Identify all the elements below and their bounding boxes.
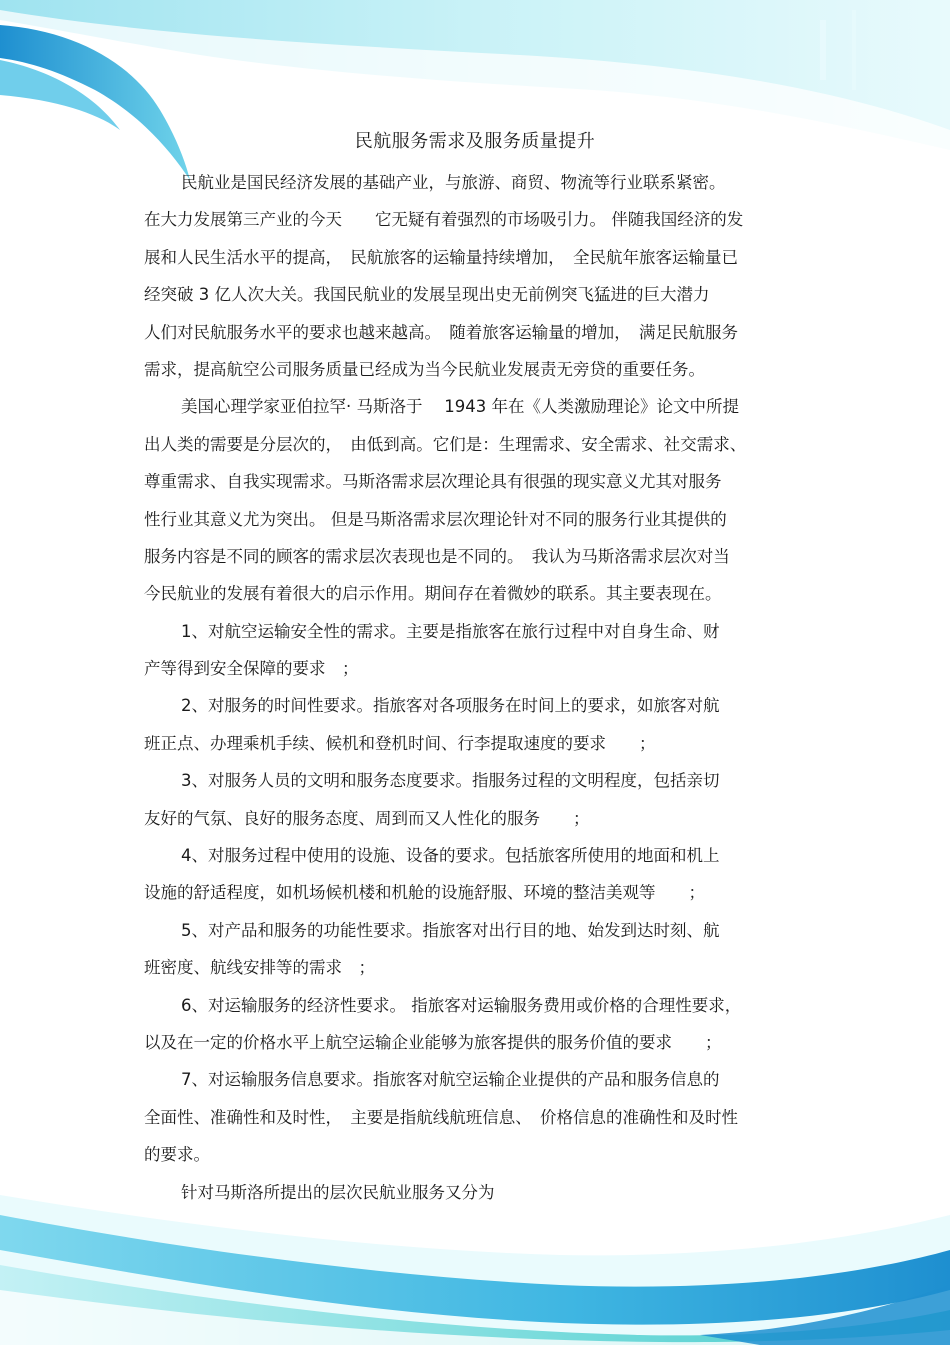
text-line: 5、对产品和服务的功能性要求。指旅客对出行目的地、始发到达时刻、航 [181, 920, 720, 940]
text-line: 班正点、办理乘机手续、候机和登机时间、行李提取速度的要求 ； [144, 733, 656, 753]
text-line: 人们对民航服务水平的要求也越来越高。 随着旅客运输量的增加， 满足民航服务 [144, 322, 738, 342]
text-line: 友好的气氛、良好的服务态度、周到而又人性化的服务 ； [144, 808, 590, 828]
text-line: 经突破 3 亿人次大关。我国民航业的发展呈现出史无前例突飞猛进的巨大潜力 [144, 285, 710, 305]
text-line: 4、对服务过程中使用的设施、设备的要求。包括旅客所使用的地面和机上 [181, 846, 720, 866]
text-line: 设施的舒适程度，如机场候机楼和机舱的设施舒服、环境的整洁美观等 ； [144, 883, 705, 903]
text-line: 需求，提高航空公司服务质量已经成为当今民航业发展责无旁贷的重要任务。 [144, 359, 705, 379]
text-line: 美国心理学家亚伯拉罕· 马斯洛于 1943 年在《人类激励理论》论文中所提 [181, 397, 739, 417]
text-line: 民航业是国民经济发展的基础产业，与旅游、商贸、物流等行业联系紧密。 [181, 173, 726, 192]
text-line: 1、对航空运输安全性的需求。主要是指旅客在旅行过程中对自身生命、财 [181, 621, 720, 641]
text-line: 尊重需求、自我实现需求。马斯洛需求层次理论具有很强的现实意义尤其对服务 [144, 472, 722, 492]
document-text [144, 164, 806, 1211]
text-line: 全面性、准确性和及时性， 主要是指航线航班信息、 价格信息的准确性和及时性 [144, 1107, 738, 1127]
text-line: 产等得到安全保障的要求 ； [144, 659, 359, 679]
text-line: 班密度、航线安排等的需求 ； [144, 958, 375, 978]
document-title: 民航服务需求及服务质量提升 [354, 131, 596, 152]
text-line: 3、对服务人员的文明和服务态度要求。指服务过程的文明程度，包括亲切 [181, 771, 720, 791]
text-line: 展和人民生活水平的提高， 民航旅客的运输量持续增加， 全民航年旅客运输量已 [144, 247, 738, 267]
text-line: 服务内容是不同的顾客的需求层次表现也是不同的。 我认为马斯洛需求层次对当 [144, 546, 730, 566]
text-line: 今民航业的发展有着很大的启示作用。期间存在着微妙的联系。其主要表现在。 [144, 584, 722, 604]
text-line: 出人类的需要是分层次的， 由低到高。它们是：生理需求、安全需求、社交需求、 [144, 434, 747, 454]
top-streak-2 [852, 10, 856, 90]
text-line: 6、对运输服务的经济性要求。 指旅客对运输服务费用或价格的合理性要求， [181, 995, 742, 1015]
text-line: 针对马斯洛所提出的层次民航业服务又分为 [181, 1182, 495, 1202]
text-line: 在大力发展第三产业的今天 它无疑有着强烈的市场吸引力。 伴随我国经济的发 [144, 210, 744, 230]
document-body [144, 122, 806, 1211]
text-line: 的要求。 [144, 1145, 210, 1165]
text-line: 以及在一定的价格水平上航空运输企业能够为旅客提供的服务价值的要求 ； [144, 1032, 722, 1052]
top-streak [820, 20, 826, 80]
text-line: 性行业其意义尤为突出。 但是马斯洛需求层次理论针对不同的服务行业其提供的 [144, 509, 727, 529]
text-line: 2、对服务的时间性要求。指旅客对各项服务在时间上的要求，如旅客对航 [181, 696, 720, 716]
text-line: 7、对运输服务信息要求。指旅客对航空运输企业提供的产品和服务信息的 [181, 1070, 720, 1090]
